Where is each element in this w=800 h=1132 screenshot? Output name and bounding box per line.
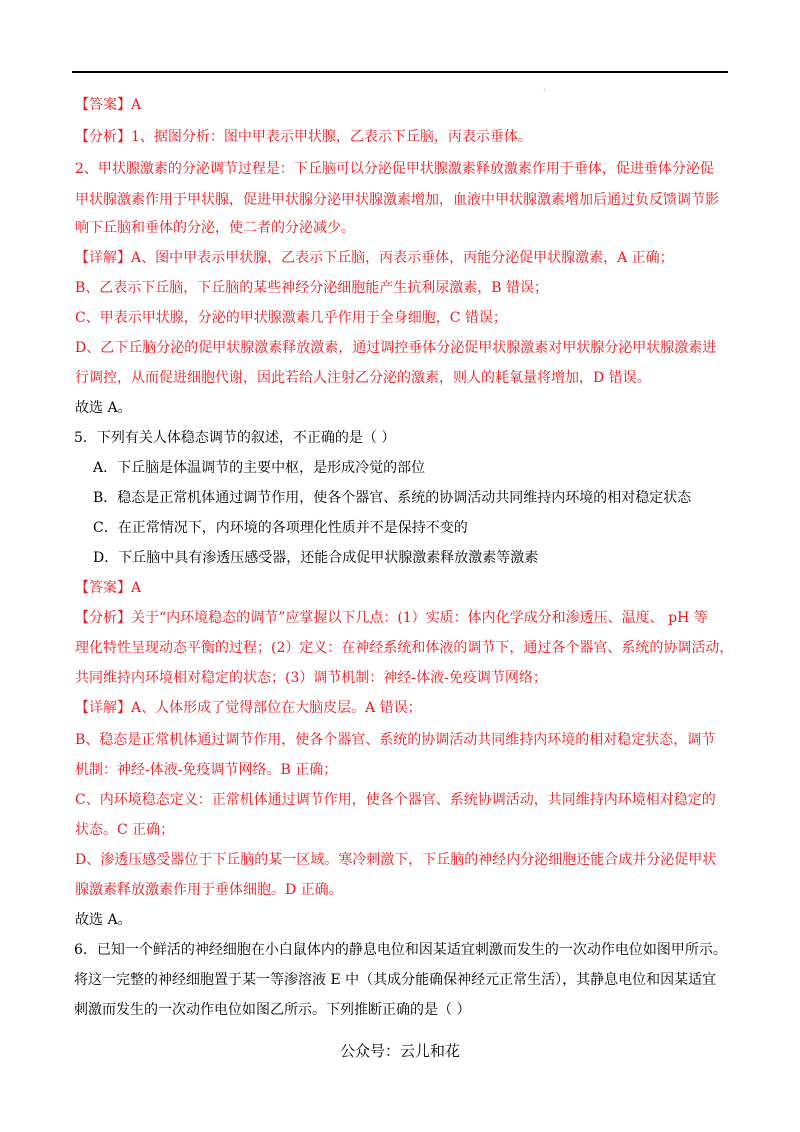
detail-line: D、渗透压感受器位于下丘脑的某一区域。寒冷刺激下，下丘脑的神经内分泌细胞还能合成并分泌促甲状 (75, 852, 717, 868)
analysis-line: 响下丘脑和垂体的分泌，使二者的分泌减少。 (75, 220, 355, 236)
detail-line: 【详解】A、人体形成了觉得部位在大脑皮层。A 错误； (75, 700, 422, 716)
choice-summary: 故选 A。 (75, 400, 132, 416)
question-6-text: 将这一完整的神经细胞置于某一等渗溶液 E 中（其成分能确保神经元正常生活），其静息电位和因某适宜 (74, 972, 717, 988)
analysis-line: 2、甲状腺激素的分泌调节过程是：下丘脑可以分泌促甲状腺激素释放激素作用于垂体，促进垂体分泌促 (75, 161, 714, 177)
detail-line: 腺激素释放激素作用于垂体细胞。D 正确。 (75, 882, 343, 898)
question-option: B．稳态是正常机体通过调节作用，使各个器官、系统的协调活动共同维持内环境的相对稳定状态 (93, 490, 692, 506)
analysis-line: 理化特性呈现动态平衡的过程；(2）定义：在神经系统和体液的调节下，通过各个器官、系统的协调活动， (75, 640, 734, 656)
detail-line: B、乙表示下丘脑，下丘脑的某些神经分泌细胞能产生抗利尿激素，B 错误； (75, 280, 549, 296)
question-6: 6．已知一个鲜活的神经细胞在小白鼠体内的静息电位和因某适宜刺激而发生的一次动作电位如图甲所示。 (74, 942, 727, 958)
answer-label: 【答案】A (75, 97, 142, 113)
detail-line: 【详解】A、图中甲表示甲状腺，乙表示下丘脑，丙表示垂体，丙能分泌促甲状腺激素，A 正确； (75, 250, 674, 266)
detail-line: 状态。C 正确； (75, 822, 175, 838)
answer-label: 【答案】A (75, 580, 142, 596)
detail-line: C、内环境稳态定义：正常机体通过调节作用，使各个器官、系统协调活动，共同维持内环境相对稳定的 (75, 792, 716, 808)
choice-summary: 故选 A。 (75, 912, 132, 928)
header-dot: · (543, 86, 546, 95)
question-option: C．在正常情况下，内环境的各项理化性质并不是保持不变的 (93, 520, 468, 536)
analysis-line: 【分析】1、据图分析：图中甲表示甲状腺，乙表示下丘脑，丙表示垂体。 (75, 129, 532, 145)
detail-line: 行调控，从而促进细胞代谢，因此若给人注射乙分泌的激素，则人的耗氧量将增加，D 错误。 (75, 370, 651, 386)
analysis-line: 【分析】关于“内环境稳态的调节”应掌握以下几点：(1）实质：体内化学成分和渗透压、温度、 pH 等 (75, 610, 708, 626)
detail-line: 机制：神经-体液-免疫调节网络。B 正确； (75, 762, 338, 778)
analysis-line: 甲状腺激素作用于甲状腺，促进甲状腺分泌甲状腺激素增加，血液中甲状腺激素增加后通过负反馈调节影 (75, 192, 719, 208)
question-option: D．下丘脑中具有渗透压感受器，还能合成促甲状腺激素释放激素等激素 (93, 550, 539, 566)
analysis-line: 共同维持内环境相对稳定的状态；(3）调节机制：神经-体液-免疫调节网络； (75, 670, 547, 686)
detail-line: C、甲表示甲状腺，分泌的甲状腺激素几乎作用于全身细胞，C 错误； (75, 310, 507, 326)
header-rule (72, 71, 728, 73)
question-option: A．下丘脑是体温调节的主要中枢，是形成冷觉的部位 (93, 460, 426, 476)
question-5: 5．下列有关人体稳态调节的叙述，不正确的是（ ） (74, 430, 396, 446)
question-6-text: 刺激而发生的一次动作电位如图乙所示。下列推断正确的是（ ） (74, 1002, 471, 1018)
detail-line: B、稳态是正常机体通过调节作用，使各个器官、系统的协调活动共同维持内环境的相对稳定状态，调节 (75, 732, 716, 748)
footer-account-label: 公众号：云儿和花 (339, 1042, 460, 1060)
detail-line: D、乙下丘脑分泌的促甲状腺激素释放激素，通过调控垂体分泌促甲状腺激素对甲状腺分泌甲状腺激素进 (75, 340, 717, 356)
